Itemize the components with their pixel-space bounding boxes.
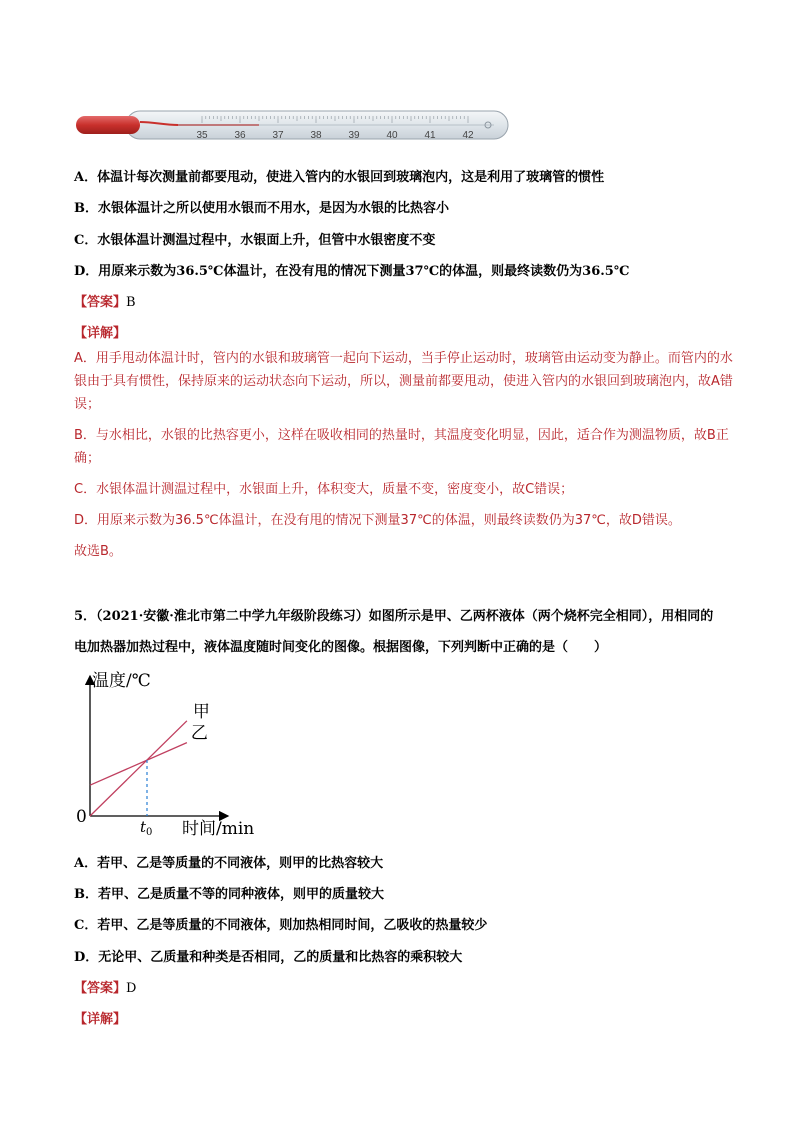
thermometer-tick-label: 37 <box>272 130 284 141</box>
answer-label: 【答案】 <box>74 295 127 310</box>
detail-label: 【详解】 <box>74 1012 127 1027</box>
q4-option-c: C．水银体温计测温过程中，水银面上升，但管中水银密度不变 <box>74 233 436 248</box>
q5-detail-heading <box>74 1008 126 1027</box>
thermometer-tick-label: 40 <box>386 130 398 141</box>
q5-option-b: B．若甲、乙是质量不等的同种液体，则甲的质量较大 <box>74 887 384 902</box>
q4-option-a: A．体温计每次测量前都要甩动，使进入管内的水银回到玻璃泡内，这是利用了玻璃管的惯性 <box>74 170 605 185</box>
y-axis-label: 温度/℃ <box>92 671 151 691</box>
q4-option-d: D．用原来示数为36.5℃体温计，在没有甩的情况下测量37℃的体温，则最终读数仍为36.5℃ <box>74 264 630 279</box>
thermometer-bulb <box>76 116 140 134</box>
detail-label: 【详解】 <box>74 326 127 341</box>
q5-stem: 5．（2021·安徽·淮北市第二中学九年级阶段练习）如图所示是甲、乙两杯液体（两个烧杯完全相同），用相同的电加热器加热过程中，液体温度随时间变化的图像。根据图像，下列判断中正确的是（ ） <box>74 609 714 655</box>
thermometer-tick-label: 35 <box>196 130 208 141</box>
thermometer-tick-label: 42 <box>462 130 474 141</box>
q5-option-a: A．若甲、乙是等质量的不同液体，则甲的比热容较大 <box>74 856 384 871</box>
series-yi-line <box>90 743 187 786</box>
series-jia-line <box>90 721 187 816</box>
thermometer-tick-label: 41 <box>424 130 436 141</box>
thermometer-figure <box>74 108 512 142</box>
q5-option-d: D．无论甲、乙质量和种类是否相同，乙的质量和比热容的乘积较大 <box>74 950 463 965</box>
q4-answer <box>74 291 136 310</box>
series-jia-label: 甲 <box>192 701 210 722</box>
answer-label: 【答案】 <box>74 981 127 996</box>
q4-detail-heading <box>74 322 126 341</box>
series-yi-label: 乙 <box>190 723 208 744</box>
explanation-a: A．用手甩动体温计时，管内的水银和玻璃管一起向下运动，当手停止运动时，玻璃管由运动变为静止。而管内的水银由于具有惯性，保持原来的运动状态向下运动，所以，测量前都要甩动，使进入管内的水银回到玻璃泡内，故A错误； <box>74 351 733 412</box>
explanation-d: D．用原来示数为36.5℃体温计，在没有甩的情况下测量37℃的体温，则最终读数仍为37℃，故D错误。 <box>74 513 681 528</box>
q4-option-b: B．水银体温计之所以使用水银而不用水，是因为水银的比热容小 <box>74 201 449 216</box>
explanation-b: B．与水相比，水银的比热容更小，这样在吸收相同的热量时，其温度变化明显，因此，适合作为测温物质，故B正确； <box>74 428 729 466</box>
x-axis-label: 时间/min <box>182 819 255 839</box>
thermometer-tick-label: 38 <box>310 130 322 141</box>
temperature-time-chart <box>74 662 274 842</box>
q4-explanation <box>74 347 734 563</box>
thermometer-tick-label: 36 <box>234 130 246 141</box>
answer-value: B <box>126 295 136 310</box>
answer-value: D <box>126 981 137 996</box>
thermometer-tick-label: 39 <box>348 130 360 141</box>
explanation-c: C．水银体温计测温过程中，水银面上升，体积变大，质量不变，密度变小，故C错误； <box>74 482 574 497</box>
t0-label: $t_0$ <box>140 818 153 838</box>
q5-option-c: C．若甲、乙是等质量的不同液体，则加热相同时间，乙吸收的热量较少 <box>74 918 488 933</box>
origin-label: 0 <box>76 807 87 827</box>
explanation-conclusion: 故选B。 <box>74 544 122 559</box>
q5-answer <box>74 977 136 996</box>
